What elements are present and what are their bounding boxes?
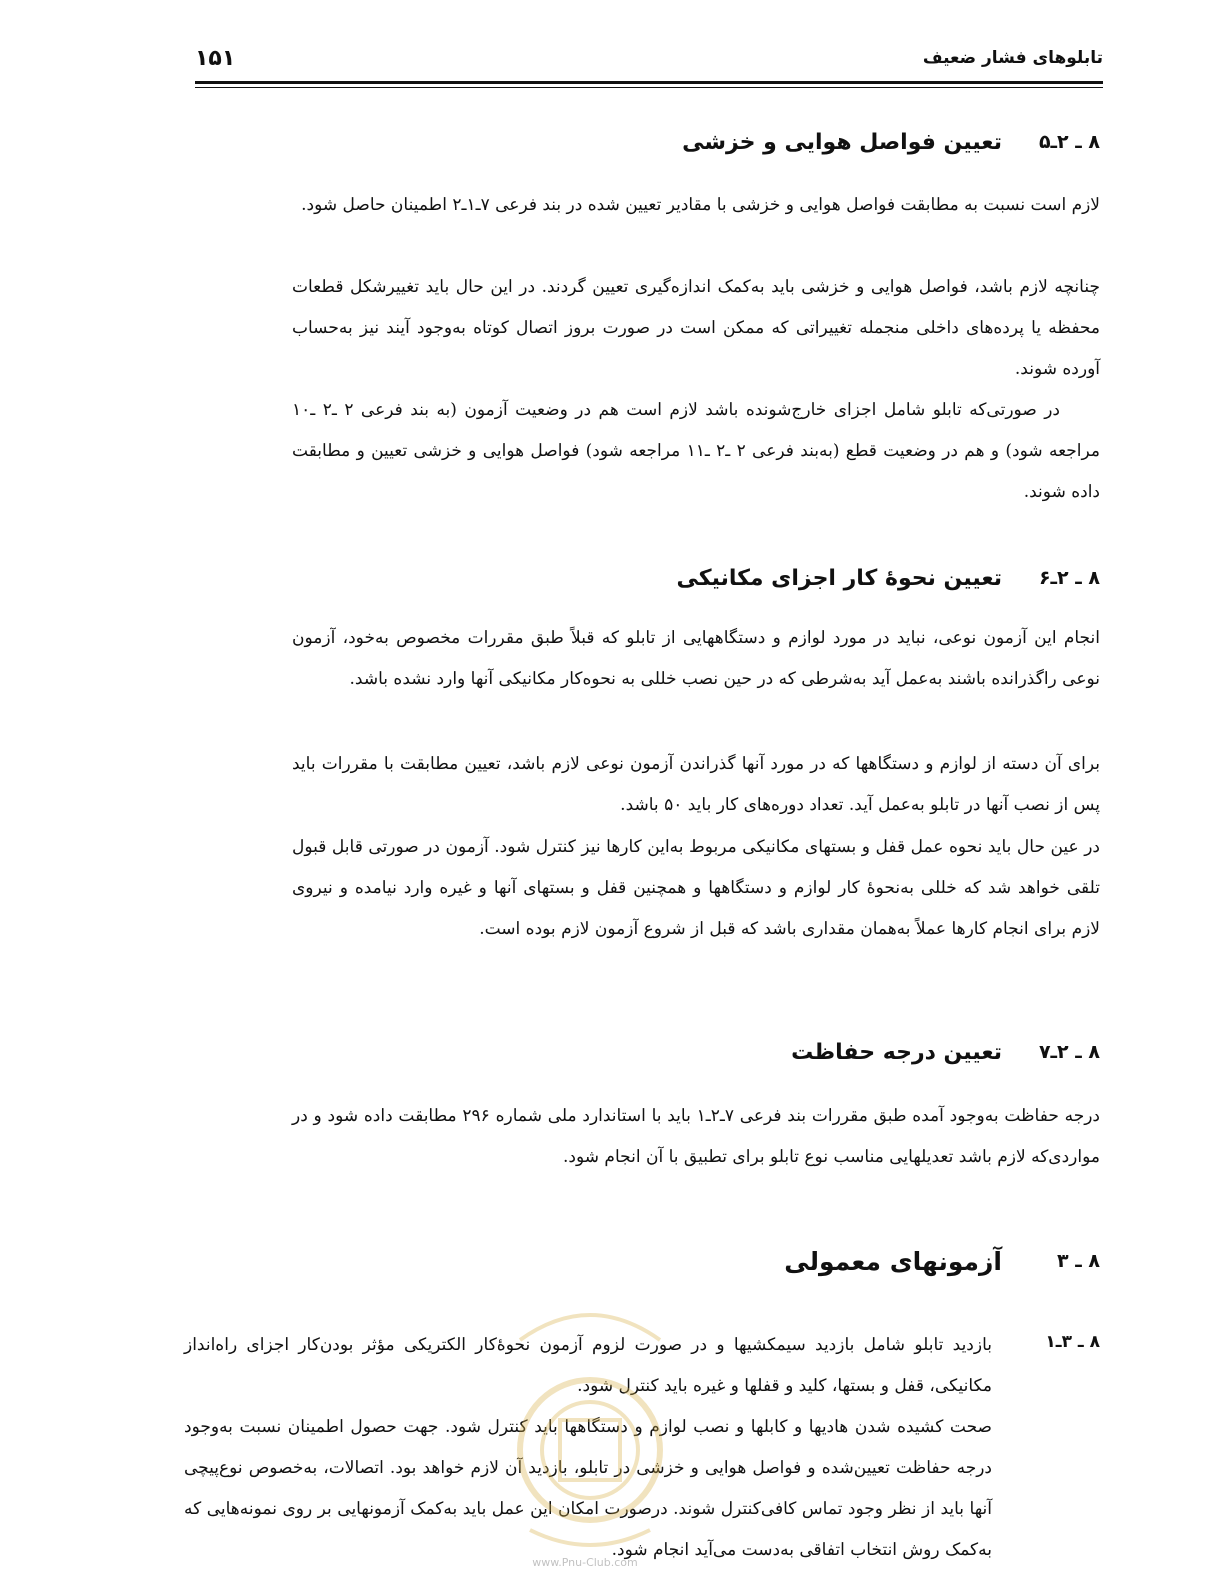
page-header — [195, 40, 1103, 80]
paragraph: لازم است نسبت به مطابقت فواصل هوایی و خزشی با مقادیر تعیین شده در بند فرعی ۷ـ۱ـ۲ اطمینان حاصل شود. — [301, 195, 1100, 215]
watermark-text: www.Pnu-Club.com — [532, 1556, 638, 1569]
section-number: ۸ ـ ۲ـ۶ — [1038, 567, 1100, 589]
section-number: ۸ ـ ۳ — [1057, 1250, 1100, 1272]
paragraph: صحت کشیده شدن هادیها و کابلها و نصب لوازم و دستگاهها باید کنترل شود. جهت حصول اطمینان نسبت به‌وجود درجه حفاظت تعیین‌شده و فواصل هوایی و خزشی در تابلو، بازدید آن لازم خواهد بود. اتصالات، به‌خصوص نوع‌پیچی آنها باید از نظر وجود تماس کافی‌کنترل شوند. درصورت امکان این عمل باید به‌کمک آزمونهایی بر روی نمونه‌هایی که به‌کمک روش انتخاب اتفاقی به‌دست می‌آید انجام شود. — [184, 1417, 992, 1560]
section-title: تعیین نحوهٔ کار اجزای مکانیکی — [676, 565, 1002, 591]
section-number: ۸ ـ ۲ـ۵ — [1038, 131, 1100, 153]
section-heading — [200, 122, 1100, 162]
section-title: تعیین فواصل هوایی و خزشی — [682, 129, 1002, 155]
header-rule-thick — [195, 81, 1103, 84]
section-number: ۸ ـ ۲ـ۷ — [1038, 1041, 1100, 1063]
section-heading — [200, 558, 1100, 598]
paragraph: چنانچه لازم باشد، فواصل هوایی و خزشی باید به‌کمک اندازه‌گیری تعیین گردند. در این حال باید تغییرشکل قطعات محفظه یا پرده‌های داخلی منجمله تغییراتی که ممکن است در صورت بروز اتصال کوتاه به‌وجود آیند نیز به‌حساب آورده شوند. — [292, 277, 1100, 379]
section-title: آزمونهای معمولی — [784, 1246, 1002, 1276]
item-number: ۸ ـ ۳ـ۱ — [1045, 1332, 1100, 1352]
watermark-emblem — [490, 1300, 690, 1560]
section-title: تعیین درجه حفاظت — [791, 1039, 1002, 1065]
paragraph: بازدید تابلو شامل بازدید سیمکشیها و در صورت لزوم آزمون نحوهٔ‌کار الکتریکی مؤثر بودن‌کار اجزای راه‌انداز مکانیکی، قفل و بستها، کلید و قفلها و غیره باید کنترل شود. — [184, 1335, 992, 1396]
header-rule-thin — [195, 87, 1103, 88]
paragraph: در عین حال باید نحوه عمل قفل و بستهای مکانیکی مربوط به‌این کارها نیز کنترل شود. آزمون در صورتی قابل قبول تلقی خواهد شد که خللی به‌نحوهٔ کار لوازم و دستگاهها و همچنین قفل و بستهای آنها و غیره وارد نیامده و نیروی لازم برای انجام کارها عملاً به‌همان مقداری باشد که قبل از شروع آزمون لازم بوده است. — [292, 837, 1100, 939]
paragraph: درجه حفاظت به‌وجود آمده طبق مقررات بند فرعی ۷ـ۲ـ۱ باید با استاندارد ملی شماره ۲۹۶ مطابقت داده شود و در مواردی‌که لازم باشد تعدیلهایی مناسب نوع تابلو برای تطبیق با آن انجام شود. — [292, 1106, 1101, 1167]
paragraph: در صورتی‌که تابلو شامل اجزای خارج‌شونده باشد لازم است هم در وضعیت آزمون (به بند فرعی ۲ ـ۲ ـ۱۰ مراجعه شود) و هم در وضعیت قطع (به‌بند فرعی ۲ ـ۲ ـ۱۱ مراجعه شود) فواصل هوایی و خزشی تعیین و مطابقت داده شوند. — [292, 400, 1101, 502]
paragraph: برای آن دسته از لوازم و دستگاهها که در مورد آنها گذراندن آزمون نوعی لازم باشد، تعیین مطابقت با مقررات باید پس از نصب آنها در تابلو به‌عمل آید. تعداد دوره‌های کار باید ۵۰ باشد. — [292, 754, 1100, 815]
section-heading — [200, 1241, 1100, 1281]
paragraph: انجام این آزمون نوعی، نباید در مورد لوازم و دستگاههایی از تابلو که قبلاً طبق مقررات مخصوص به‌خود، آزمون نوعی راگذرانده باشند به‌عمل آید به‌شرطی که در حین نصب خللی به نحوه‌کار مکانیکی آنها وارد نشده باشد. — [292, 628, 1100, 689]
page-number: ۱۵۱ — [195, 46, 236, 71]
running-title: تابلوهای فشار ضعیف — [922, 48, 1103, 68]
section-heading — [200, 1032, 1100, 1072]
